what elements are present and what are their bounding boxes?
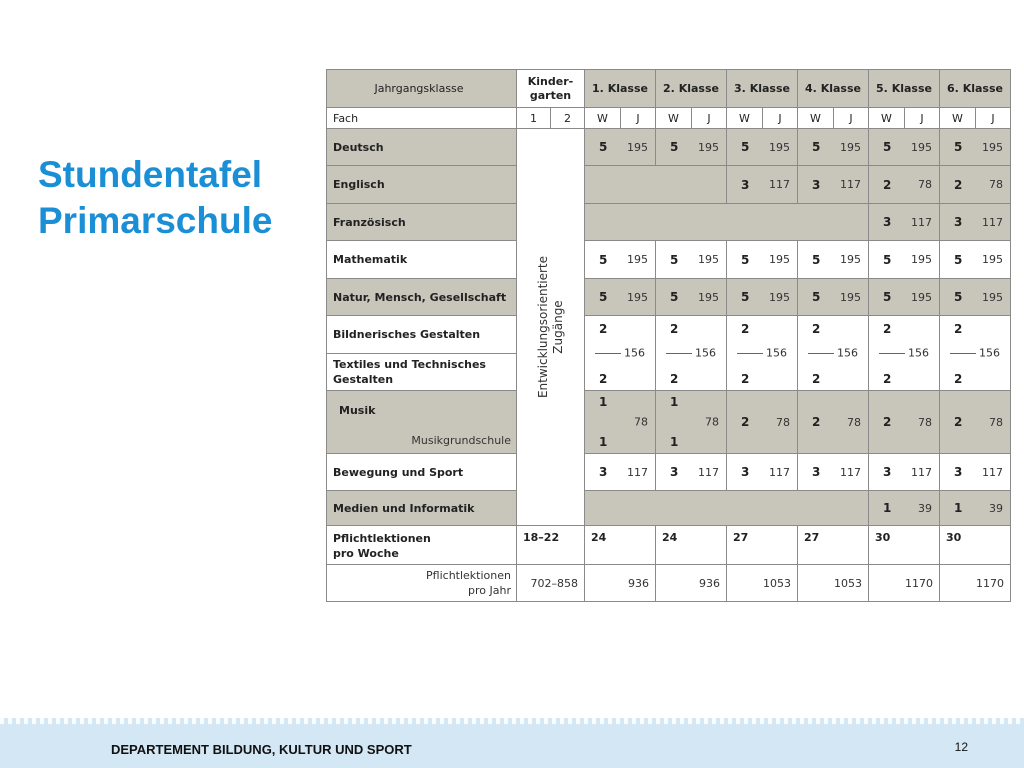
total-week: 24 bbox=[585, 526, 656, 565]
value-w: 3 bbox=[727, 166, 763, 204]
row-nmg bbox=[327, 279, 1011, 316]
total-week: 30 bbox=[940, 526, 1011, 565]
total-year: 1053 bbox=[798, 565, 869, 602]
page-number: 12 bbox=[954, 740, 968, 754]
bg-ttg-cell bbox=[940, 316, 1011, 391]
header-class-4: 4. Klasse bbox=[798, 70, 869, 108]
value-j: 195 bbox=[692, 241, 727, 279]
subject-nmg: Natur, Mensch, Gesellschaft bbox=[327, 279, 517, 316]
col-j: J bbox=[834, 108, 869, 129]
total-week: 27 bbox=[798, 526, 869, 565]
bg-ttg-hours: 156 bbox=[905, 347, 932, 360]
col-w: W bbox=[798, 108, 834, 129]
value-w: 3 bbox=[869, 204, 905, 241]
col-j: J bbox=[692, 108, 727, 129]
footer-department: DEPARTEMENT BILDUNG, KULTUR UND SPORT bbox=[111, 742, 412, 757]
value-w: 2 bbox=[869, 166, 905, 204]
total-week-kg: 18–22 bbox=[517, 526, 585, 565]
row-pflicht-woche bbox=[327, 526, 1011, 565]
value-w: 5 bbox=[656, 129, 692, 166]
bg-ttg-hours: 156 bbox=[692, 347, 719, 360]
bg-lessons: 2 bbox=[670, 322, 679, 336]
value-w: 5 bbox=[727, 129, 763, 166]
value-w: 2 bbox=[940, 391, 976, 454]
value-w: 5 bbox=[940, 241, 976, 279]
value-w: 5 bbox=[940, 129, 976, 166]
musik-cell-early: 1 78 1 bbox=[585, 391, 656, 454]
value-w: 5 bbox=[585, 129, 621, 166]
bg-lessons: 2 bbox=[883, 322, 892, 336]
title-line-1: Stundentafel bbox=[38, 154, 263, 195]
value-w: 5 bbox=[727, 241, 763, 279]
bg-ttg-hours: 156 bbox=[976, 347, 1003, 360]
value-w: 5 bbox=[585, 279, 621, 316]
bg-ttg-hours: 156 bbox=[763, 347, 790, 360]
value-j: 78 bbox=[763, 391, 798, 454]
value-w: 5 bbox=[869, 279, 905, 316]
row-bildnerisches-gestalten bbox=[327, 316, 1011, 354]
value-j: 117 bbox=[763, 166, 798, 204]
value-j: 78 bbox=[905, 166, 940, 204]
total-year: 936 bbox=[585, 565, 656, 602]
header-class-5: 5. Klasse bbox=[869, 70, 940, 108]
subject-medien: Medien und Informatik bbox=[327, 491, 517, 526]
value-w: 3 bbox=[869, 454, 905, 491]
col-j: J bbox=[621, 108, 656, 129]
bg-ttg-hours: 156 bbox=[834, 347, 861, 360]
row-musik bbox=[327, 391, 1011, 454]
value-w: 1 bbox=[869, 491, 905, 526]
value-w: 5 bbox=[798, 129, 834, 166]
value-j: 117 bbox=[763, 454, 798, 491]
subheader-fach: Fach bbox=[327, 108, 517, 129]
value-j: 195 bbox=[621, 241, 656, 279]
value-j: 117 bbox=[905, 204, 940, 241]
value-j: 195 bbox=[905, 129, 940, 166]
bg-lessons: 2 bbox=[812, 322, 821, 336]
header-class-3: 3. Klasse bbox=[727, 70, 798, 108]
value-j: 39 bbox=[976, 491, 1011, 526]
title-line-2: Primarschule bbox=[38, 200, 273, 241]
header-class-1: 1. Klasse bbox=[585, 70, 656, 108]
value-j: 78 bbox=[976, 166, 1011, 204]
value-j: 195 bbox=[621, 129, 656, 166]
label-pflicht-jahr: Pflichtlektionen pro Jahr bbox=[327, 565, 517, 602]
bg-lessons: 2 bbox=[599, 322, 608, 336]
row-deutsch bbox=[327, 129, 1011, 166]
total-year: 936 bbox=[656, 565, 727, 602]
value-w: 3 bbox=[585, 454, 621, 491]
kg-year-1: 1 bbox=[517, 108, 551, 129]
value-w: 2 bbox=[727, 391, 763, 454]
subject-deutsch: Deutsch bbox=[327, 129, 517, 166]
value-j: 195 bbox=[763, 129, 798, 166]
value-w: 5 bbox=[869, 241, 905, 279]
value-j: 195 bbox=[621, 279, 656, 316]
value-j: 78 bbox=[976, 391, 1011, 454]
value-j: 195 bbox=[976, 241, 1011, 279]
bg-ttg-cell bbox=[727, 316, 798, 391]
total-week: 27 bbox=[727, 526, 798, 565]
total-year: 1170 bbox=[869, 565, 940, 602]
value-w: 3 bbox=[656, 454, 692, 491]
row-mathematik bbox=[327, 241, 1011, 279]
subject-sport: Bewegung und Sport bbox=[327, 454, 517, 491]
kg-year-2: 2 bbox=[551, 108, 585, 129]
value-j: 117 bbox=[834, 454, 869, 491]
value-j: 195 bbox=[763, 279, 798, 316]
col-w: W bbox=[656, 108, 692, 129]
total-year-kg: 702–858 bbox=[517, 565, 585, 602]
musik-cell-early: 1 78 1 bbox=[656, 391, 727, 454]
value-j: 195 bbox=[834, 279, 869, 316]
header-class-6: 6. Klasse bbox=[940, 70, 1011, 108]
value-w: 5 bbox=[656, 241, 692, 279]
bg-lessons: 2 bbox=[954, 322, 963, 336]
ttg-lessons: 2 bbox=[812, 372, 821, 386]
value-w: 3 bbox=[940, 204, 976, 241]
bg-ttg-cell bbox=[869, 316, 940, 391]
value-w: 5 bbox=[585, 241, 621, 279]
col-j: J bbox=[976, 108, 1011, 129]
value-j: 195 bbox=[692, 129, 727, 166]
value-w: 1 bbox=[940, 491, 976, 526]
bg-ttg-cell bbox=[798, 316, 869, 391]
value-w: 5 bbox=[727, 279, 763, 316]
value-w: 5 bbox=[798, 279, 834, 316]
bg-ttg-cell bbox=[656, 316, 727, 391]
header-jahrgangsklasse: Jahrgangsklasse bbox=[327, 70, 517, 108]
subject-musik: Musik Musikgrundschule bbox=[327, 391, 517, 454]
value-j: 39 bbox=[905, 491, 940, 526]
value-w: 5 bbox=[798, 241, 834, 279]
header-kindergarten: Kinder- garten bbox=[517, 70, 585, 108]
value-w: 5 bbox=[869, 129, 905, 166]
value-j: 195 bbox=[834, 129, 869, 166]
value-j: 78 bbox=[834, 391, 869, 454]
value-w: 3 bbox=[940, 454, 976, 491]
ttg-lessons: 2 bbox=[741, 372, 750, 386]
subject-franzoesisch: Französisch bbox=[327, 204, 517, 241]
kindergarten-cell bbox=[517, 129, 585, 526]
value-j: 195 bbox=[905, 241, 940, 279]
subject-musik-sub: Musikgrundschule bbox=[411, 434, 511, 447]
row-sport bbox=[327, 454, 1011, 491]
value-w: 2 bbox=[798, 391, 834, 454]
col-w: W bbox=[727, 108, 763, 129]
value-j: 195 bbox=[976, 279, 1011, 316]
page-title bbox=[38, 152, 308, 244]
value-w: 2 bbox=[869, 391, 905, 454]
value-w: 2 bbox=[940, 166, 976, 204]
subject-ttg: Textiles und Technisches Gestalten bbox=[327, 353, 517, 391]
value-w: 3 bbox=[798, 454, 834, 491]
bg-ttg-hours: 156 bbox=[621, 347, 648, 360]
stundentafel-table bbox=[326, 69, 1011, 602]
total-year: 1053 bbox=[727, 565, 798, 602]
value-j: 117 bbox=[905, 454, 940, 491]
total-year: 1170 bbox=[940, 565, 1011, 602]
value-w: 3 bbox=[798, 166, 834, 204]
row-medien bbox=[327, 491, 1011, 526]
col-w: W bbox=[869, 108, 905, 129]
value-j: 117 bbox=[692, 454, 727, 491]
value-w: 5 bbox=[656, 279, 692, 316]
header-class-2: 2. Klasse bbox=[656, 70, 727, 108]
row-englisch bbox=[327, 166, 1011, 204]
ttg-lessons: 2 bbox=[670, 372, 679, 386]
col-j: J bbox=[763, 108, 798, 129]
value-j: 195 bbox=[763, 241, 798, 279]
value-j: 117 bbox=[834, 166, 869, 204]
empty-cell bbox=[585, 166, 727, 204]
row-pflicht-jahr bbox=[327, 565, 1011, 602]
header-row bbox=[327, 70, 1011, 108]
bg-lessons: 2 bbox=[741, 322, 750, 336]
value-j: 195 bbox=[976, 129, 1011, 166]
bg-ttg-cell bbox=[585, 316, 656, 391]
col-j: J bbox=[905, 108, 940, 129]
footer-bar bbox=[0, 718, 1024, 768]
value-j: 117 bbox=[976, 204, 1011, 241]
subject-mathematik: Mathematik bbox=[327, 241, 517, 279]
value-w: 5 bbox=[940, 279, 976, 316]
value-j: 117 bbox=[976, 454, 1011, 491]
value-j: 195 bbox=[905, 279, 940, 316]
kg-note: Entwicklungsorientierte Zugänge bbox=[535, 255, 565, 399]
col-w: W bbox=[585, 108, 621, 129]
total-week: 24 bbox=[656, 526, 727, 565]
ttg-lessons: 2 bbox=[599, 372, 608, 386]
value-j: 195 bbox=[834, 241, 869, 279]
value-w: 3 bbox=[727, 454, 763, 491]
total-week: 30 bbox=[869, 526, 940, 565]
footer-wave-decoration bbox=[0, 718, 1024, 724]
ttg-lessons: 2 bbox=[883, 372, 892, 386]
label-pflicht-woche: Pflichtlektionen pro Woche bbox=[327, 526, 517, 565]
value-j: 195 bbox=[692, 279, 727, 316]
col-w: W bbox=[940, 108, 976, 129]
subject-bg: Bildnerisches Gestalten bbox=[327, 316, 517, 354]
subject-englisch: Englisch bbox=[327, 166, 517, 204]
empty-cell bbox=[585, 204, 869, 241]
value-j: 117 bbox=[621, 454, 656, 491]
empty-cell bbox=[585, 491, 869, 526]
row-franzoesisch bbox=[327, 204, 1011, 241]
value-j: 78 bbox=[905, 391, 940, 454]
subheader-row bbox=[327, 108, 1011, 129]
ttg-lessons: 2 bbox=[954, 372, 963, 386]
